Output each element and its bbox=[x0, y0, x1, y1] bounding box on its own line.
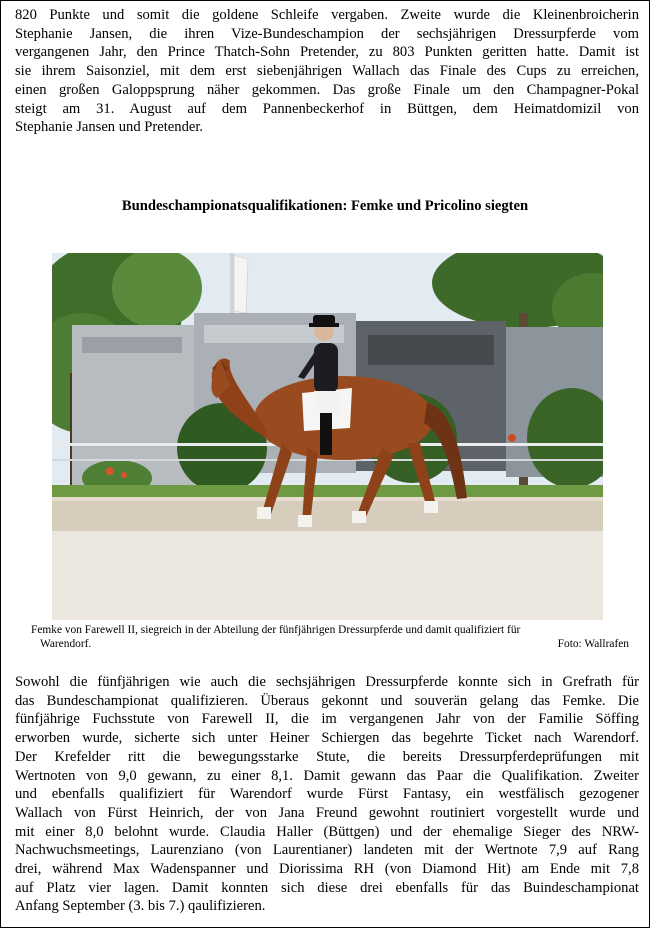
caption-text: Warendorf. bbox=[40, 638, 92, 651]
text-line: Anfang September (3. bis 7.) qaulifizieren. bbox=[15, 898, 266, 915]
flag-pole bbox=[230, 253, 234, 323]
fence-rail bbox=[52, 459, 603, 461]
text-line: und ebenfalls qualifiziert für Warendorf wurde Fürst Fantasy, ein westfälisch gezogener bbox=[15, 786, 639, 803]
caption-text: Femke von Farewell II, siegreich in der Abteilung der fünfjährigen Dressurpferde und damit qualifiziert für bbox=[31, 624, 521, 636]
text-line: Der Krefelder ritt die bewegungsstarke Stute, die bereits Dressurpferdeprüfungen mit bbox=[15, 748, 639, 765]
horse-photo-illustration bbox=[52, 253, 603, 620]
flowers bbox=[508, 434, 516, 442]
trailer-window bbox=[82, 337, 182, 353]
text-line: Wertnoten von 9,0 gewann, zu einer 8,1. Damit gewann das Paar die Qualifikation. Zweiter bbox=[15, 767, 639, 784]
arena-boarding bbox=[52, 497, 603, 531]
flag bbox=[234, 255, 248, 313]
text-line: fünfjährige Fuchsstute von Farewell II, die im vergangenen Jahr von der Familie Söffing bbox=[15, 711, 639, 728]
text-line: 820 Punkte und somit die goldene Schleife vergaben. Zweite wurde die Kleinenbroicherin bbox=[15, 7, 639, 23]
arena-boarding-top bbox=[52, 497, 603, 501]
trailer-window bbox=[368, 335, 494, 365]
text-line: erworben wurde, sicherte sich unter Heiner Schiergen das begehrte Ticket nach Warendorf. bbox=[15, 730, 639, 747]
caption-second-line bbox=[31, 637, 629, 651]
horse-photo bbox=[52, 253, 603, 620]
text-line: das Bundeschampionat qualifizieren. Überaus gekonnt und souverän gelang das Femke. Die bbox=[15, 692, 639, 709]
text-line: Stephanie Jansen und Pretender. bbox=[15, 119, 204, 136]
photo-credit: Foto: Wallrafen bbox=[557, 638, 629, 651]
text-line: steigt am 31. August auf dem Pannenbeckerhof in Büttgen, dem Heimatdomizil von bbox=[15, 100, 639, 117]
flowers bbox=[121, 472, 127, 478]
photo-caption bbox=[31, 623, 629, 652]
text-line: Wallach von Fürst Heinrich, der von Jana Freund gewohnt routiniert vorgestellt wurde und bbox=[15, 804, 639, 821]
text-line: Nachwuchsmeetings, Laurenziano (von Laurentianer) landeten mit der Wertnote 7,9 auf Rang bbox=[15, 842, 639, 859]
text-line: einen großen Galoppsprung näher gekommen. Das große Finale um den Champagner-Pokal bbox=[15, 81, 639, 98]
main-paragraph bbox=[15, 673, 639, 916]
text-line: vergangenen Jahr, den Prince Thatch-Sohn Pretender, zu 803 Punkten geritten hatte. Damit ist bbox=[15, 44, 639, 61]
text-line: auf Platz vier lagen. Damit konnten sich diese drei ebenfalls für das Buindeschampionat bbox=[15, 879, 639, 896]
intro-paragraph bbox=[15, 6, 639, 137]
text-line: mit einer 8,0 belohnt wurde. Claudia Haller (Büttgen) und der ehemalige Sieger des NRW- bbox=[15, 823, 639, 840]
arena-sand bbox=[52, 531, 603, 620]
section-heading: Bundeschampionatsqualifikationen: Femke und Pricolino siegten bbox=[121, 198, 529, 214]
text-line: drei, während Max Wadenspanner und Diorissima RH (von Diamond Hit) am Ende mit 7,8 bbox=[15, 861, 639, 878]
flowers bbox=[106, 467, 114, 475]
text-line: Sowohl die fünfjährigen wie auch die sechsjährigen Dressurpferde konnte sich in Grefrath für bbox=[15, 674, 639, 690]
text-line: Stephanie Jansen, die ihren Vize-Bundeschampion der sechsjährigen Dressurpferde vom bbox=[15, 25, 639, 42]
text-line: sie ihrem Saisonziel, mit dem erst siebenjährigen Wallach das Finale des Cups zu erreichen, bbox=[15, 63, 639, 80]
